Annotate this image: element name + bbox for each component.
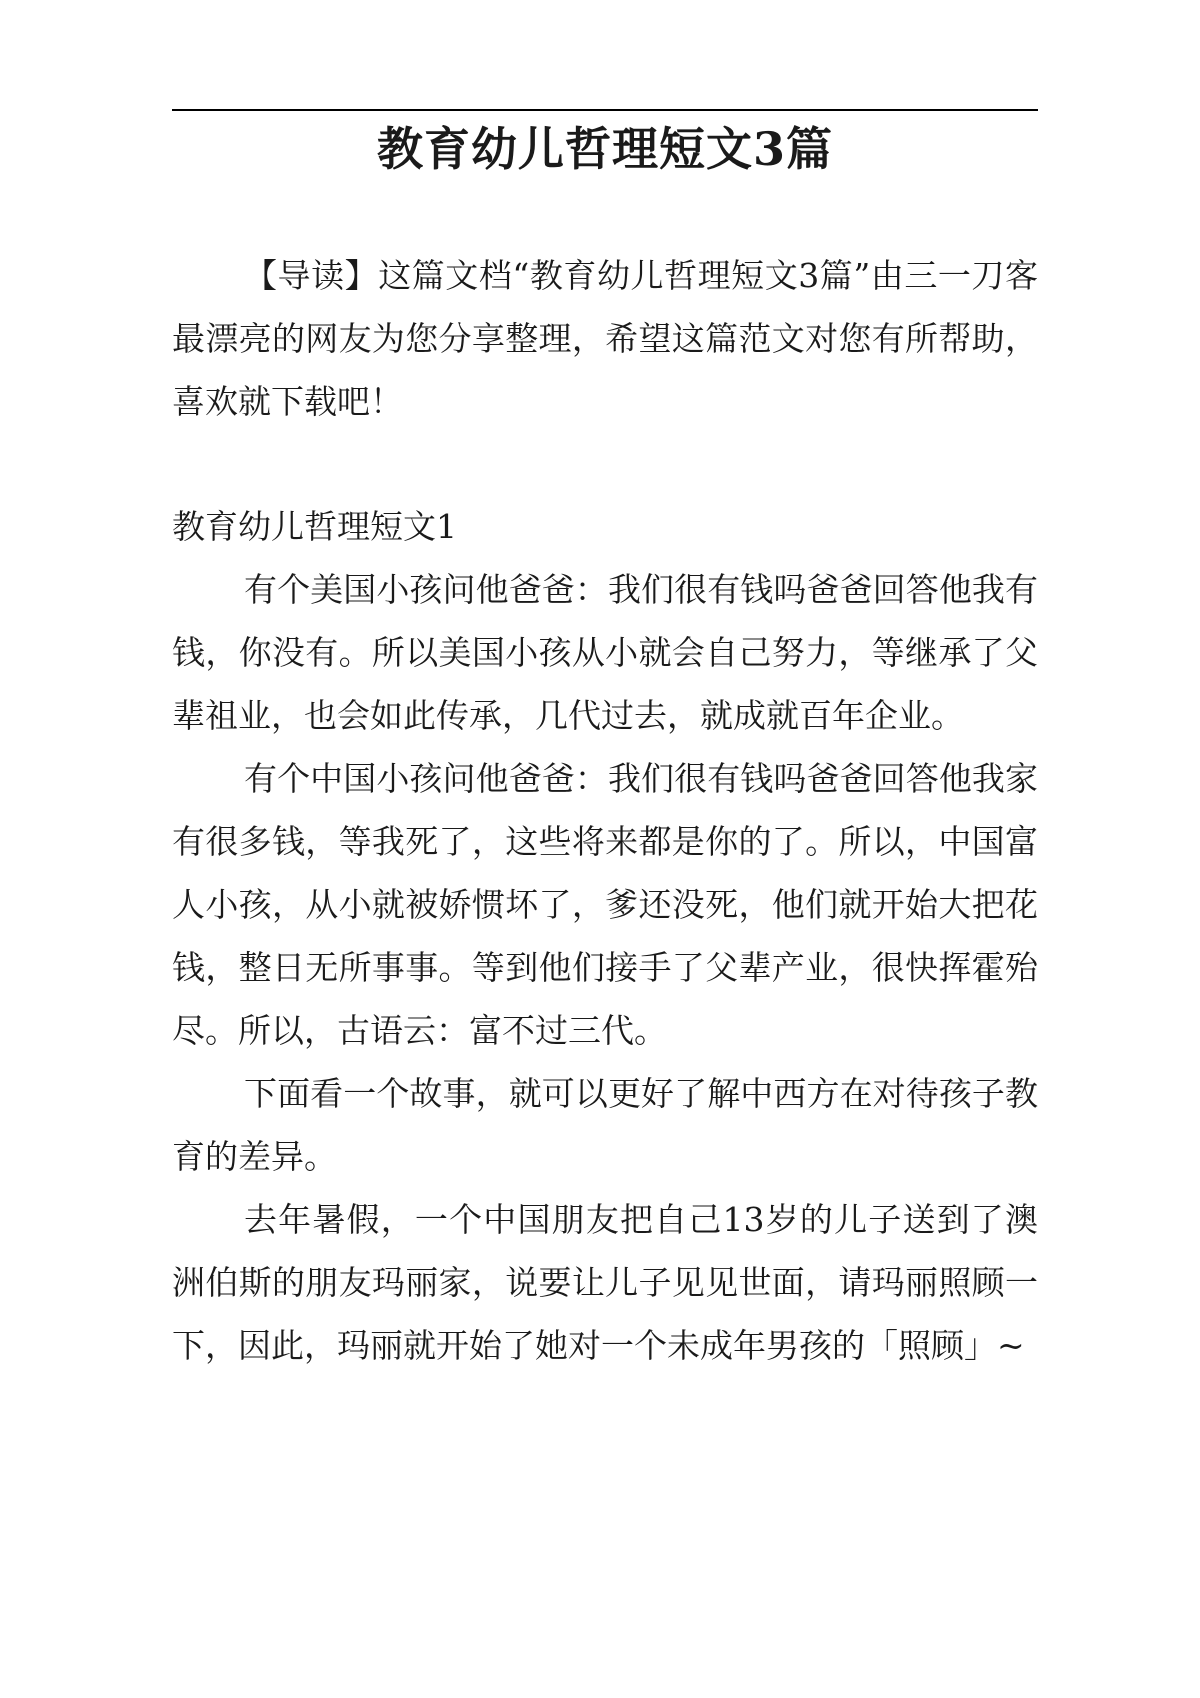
section-1 xyxy=(172,495,1038,1377)
body-paragraph: 去年暑假，一个中国朋友把自己13岁的儿子送到了澳洲伯斯的朋友玛丽家，说要让儿子见见世面，请玛丽照顾一下，因此，玛丽就开始了她对一个未成年男孩的「照顾」~ xyxy=(172,1200,1038,1365)
intro-block xyxy=(172,244,1038,433)
section-heading: 教育幼儿哲理短文1 xyxy=(172,507,457,546)
header-rule xyxy=(172,109,1038,111)
body-paragraph: 有个美国小孩问他爸爸：我们很有钱吗爸爸回答他我有钱，你没有。所以美国小孩从小就会自己努力，等继承了父辈祖业，也会如此传承，几代过去，就成就百年企业。 xyxy=(172,570,1038,735)
body-paragraph: 有个中国小孩问他爸爸：我们很有钱吗爸爸回答他我家有很多钱，等我死了，这些将来都是你的了。所以，中国富人小孩，从小就被娇惯坏了，爹还没死，他们就开始大把花钱，整日无所事事。等到他们接手了父辈产业，很快挥霍殆尽。所以，古语云：富不过三代。 xyxy=(172,759,1038,1050)
document-title: 教育幼儿哲理短文3篇 xyxy=(376,122,833,176)
intro-paragraph: 【导读】这篇文档“教育幼儿哲理短文3篇”由三一刀客最漂亮的网友为您分享整理，希望这篇范文对您有所帮助，喜欢就下载吧！ xyxy=(172,256,1038,421)
body-paragraph: 下面看一个故事，就可以更好了解中西方在对待孩子教育的差异。 xyxy=(172,1074,1038,1176)
